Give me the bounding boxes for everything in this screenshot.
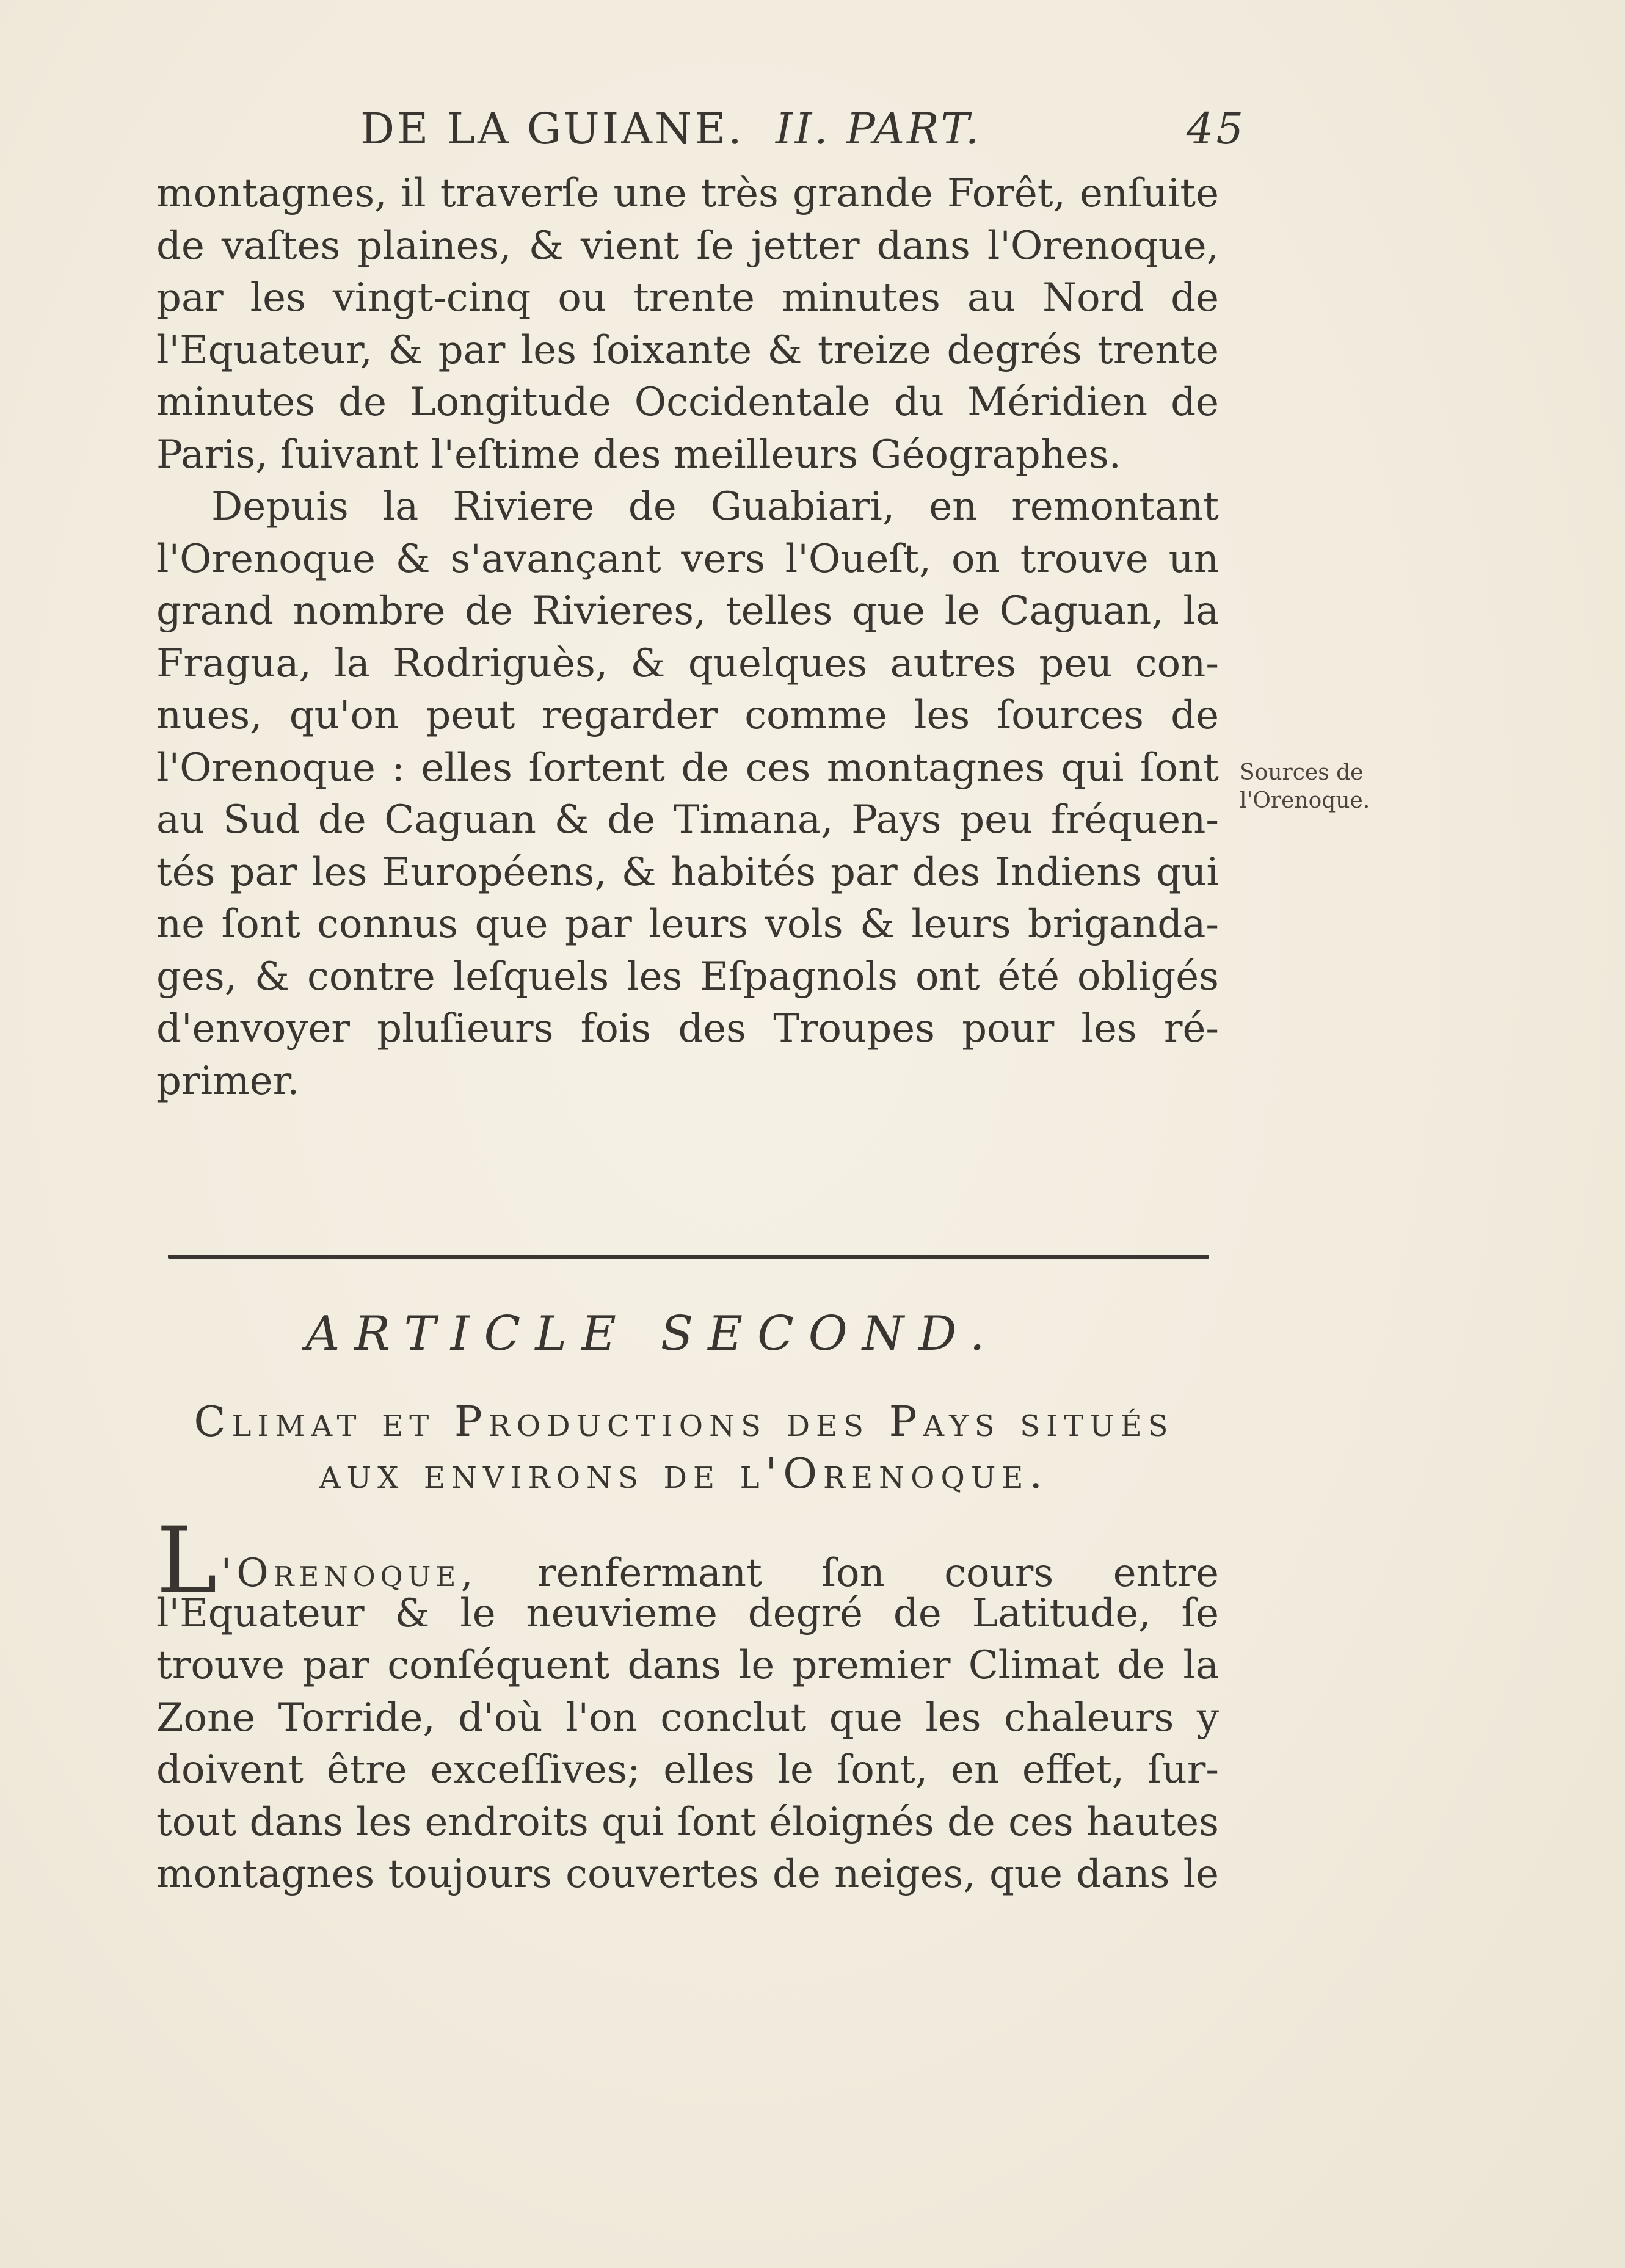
text-line: tout dans les endroits qui ſont éloignés de ces hautes — [156, 1799, 1219, 1845]
text-line: trouve par conſéquent dans le premier Climat de la — [156, 1643, 1219, 1688]
margin-note — [1240, 759, 1423, 815]
text-line: montagnes toujours couvertes de neiges, que dans le — [156, 1852, 1219, 1897]
text-line: Paris, ſuivant l'eſtime des meilleurs Géographes. — [156, 432, 1121, 477]
running-head-part: II. PART. — [776, 104, 982, 154]
opening-small-caps: 'Orenoque, — [220, 1551, 478, 1596]
text-line: grand nombre de Rivieres, telles que le Caguan, la — [156, 589, 1219, 634]
text-line: tés par les Européens, & habités par des Indiens qui — [156, 849, 1219, 895]
text-line: Zone Torride, d'où l'on conclut que les chaleurs y — [156, 1695, 1219, 1741]
text-line: d'envoyer pluſieurs fois des Troupes pour les ré- — [156, 1006, 1219, 1051]
text-line: de vaſtes plaines, & vient ſe jetter dans l'Orenoque, — [156, 223, 1219, 269]
section-heading-line-2: aux environs de l'Orenoque. — [319, 1450, 1049, 1498]
running-head-title: DE LA GUIANE. — [360, 104, 744, 154]
text-line: doivent être exceſſives; elles le ſont, en effet, ſur- — [156, 1747, 1219, 1792]
text-line: primer. — [156, 1058, 300, 1104]
article-title: ARTICLE SECOND. — [305, 1306, 1000, 1361]
text-line: par les vingt-cinq ou trente minutes au Nord de — [156, 275, 1219, 321]
section-divider-rule — [168, 1255, 1209, 1259]
body-text-block-1 — [156, 168, 1219, 1107]
text-line: Depuis la Riviere de Guabiari, en remontant — [211, 484, 1219, 529]
body-text-block-2 — [156, 1508, 1219, 1901]
section-heading-line-1: Climat et Productions des Pays situés — [194, 1398, 1174, 1446]
first-line-rest: renfermant ſon cours entre — [537, 1551, 1219, 1596]
text-line: Fragua, la Rodriguès, & quelques autres peu con- — [156, 640, 1219, 686]
text-line: l'Orenoque : elles ſortent de ces montagnes qui ſont — [156, 745, 1219, 791]
text-line: nues, qu'on peut regarder comme les ſources de — [156, 693, 1219, 738]
text-line: au Sud de Caguan & de Timana, Pays peu fréquen- — [156, 797, 1219, 842]
text-line: l'Equateur, & par les ſoixante & treize degrés trente — [156, 327, 1219, 373]
text-line: l'Orenoque & s'avançant vers l'Oueſt, on trouve un — [156, 536, 1219, 582]
page-number: 45 — [1186, 104, 1246, 154]
text-line: montagnes, il traverſe une très grande Forêt, enſuite — [156, 171, 1219, 216]
text-line: ges, & contre leſquels les Eſpagnols ont été obligés — [156, 954, 1219, 999]
text-line: ne ſont connus que par leurs vols & leurs briganda- — [156, 902, 1219, 947]
text-line: minutes de Longitude Occidentale du Méridien de — [156, 380, 1219, 425]
text-line: l'Equateur & le neuvieme degré de Latitude, ſe — [156, 1590, 1219, 1636]
running-head — [360, 104, 1246, 159]
margin-note-line: Sources de — [1240, 760, 1364, 785]
margin-note-line: l'Orenoque. — [1240, 788, 1370, 813]
drop-cap: L — [156, 1508, 217, 1614]
